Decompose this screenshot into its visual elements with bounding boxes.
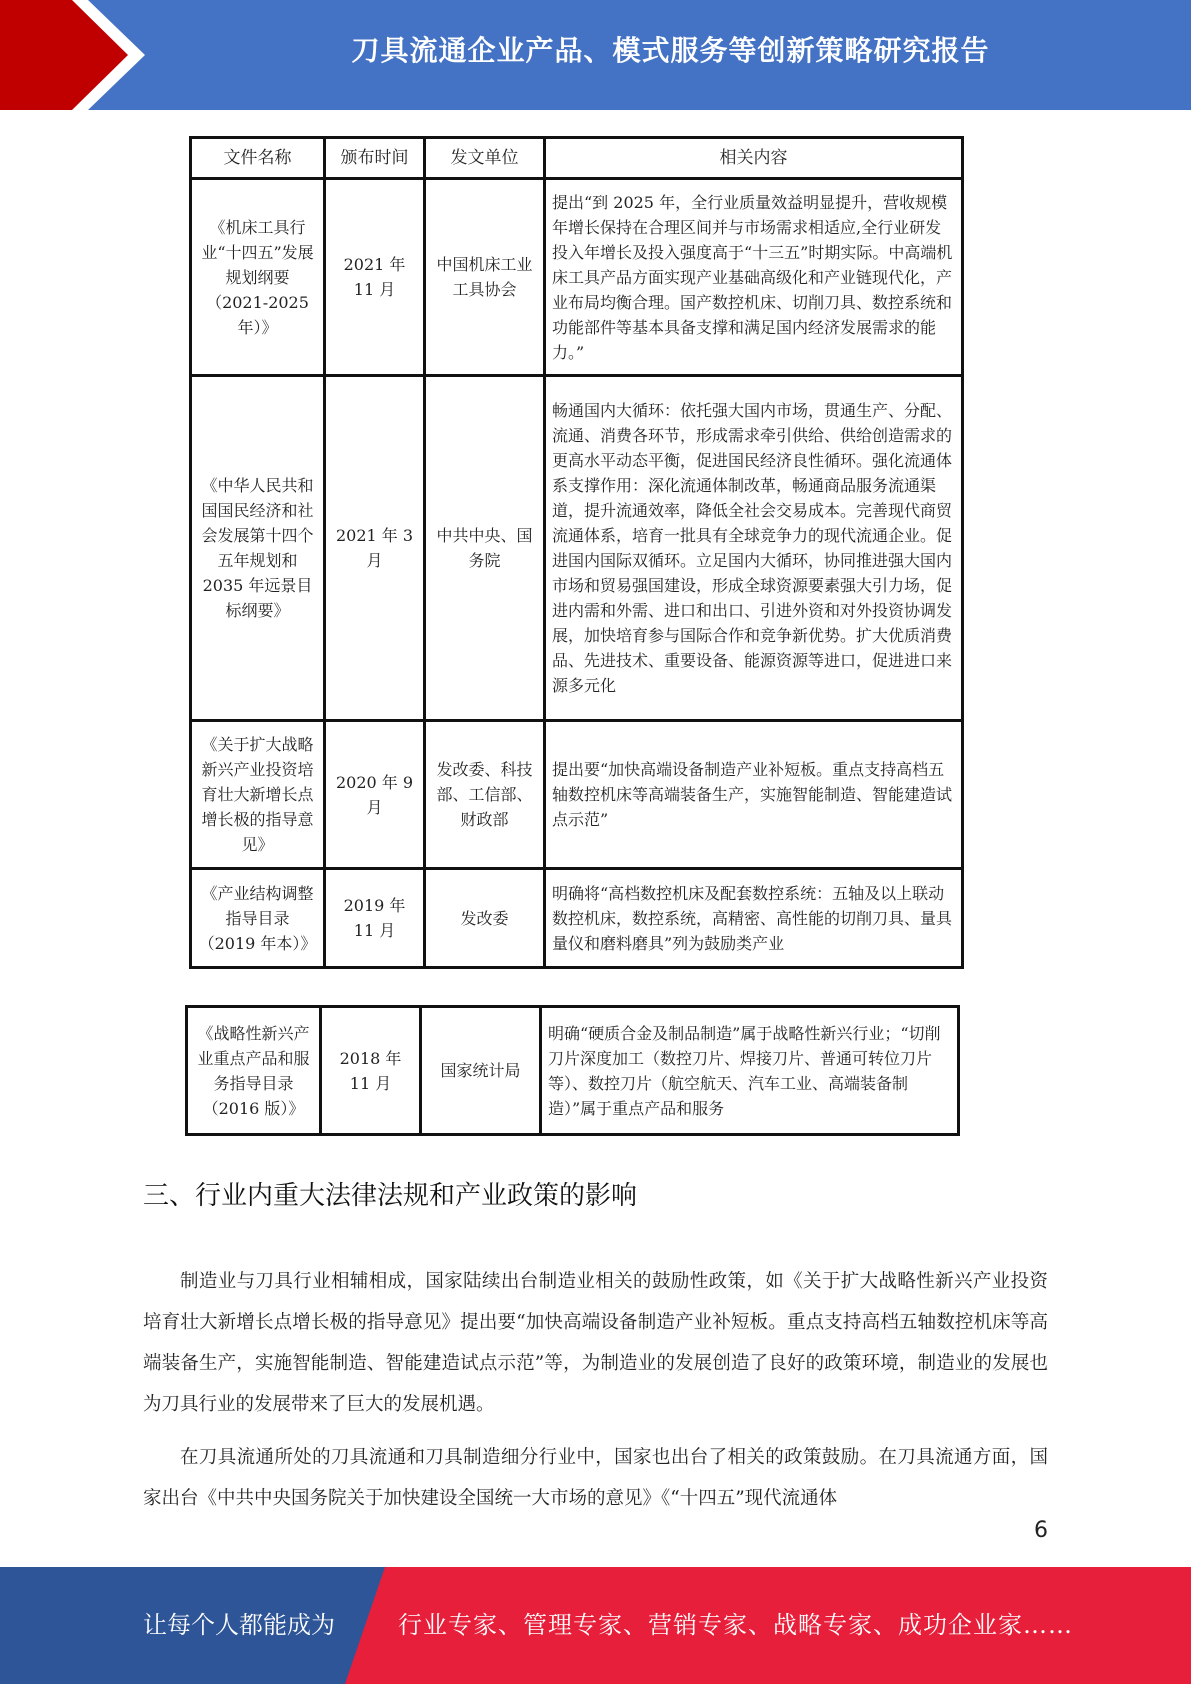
cell-file-name: 《关于扩大战略新兴产业投资培育壮大新增长点增长极的指导意见》 <box>191 721 325 869</box>
cell-issuer: 中共中央、国务院 <box>425 376 545 721</box>
header-issuer: 发文单位 <box>425 138 545 179</box>
cell-issuer: 发改委、科技部、工信部、财政部 <box>425 721 545 869</box>
page-number: 6 <box>1034 1518 1048 1543</box>
page-header <box>0 0 1191 110</box>
cell-issuer: 国家统计局 <box>421 1007 541 1135</box>
cell-issuer: 中国机床工业工具协会 <box>425 179 545 376</box>
cell-content: 明确“硬质合金及制品制造”属于战略性新兴行业；“切削刀片深度加工（数控刀片、焊接刀片、普通可转位刀片等）、数控刀片（航空航天、汽车工业、高端装备制造）”属于重点产品和服务 <box>541 1007 959 1135</box>
table-row <box>191 721 963 869</box>
cell-content: 提出要“加快高端设备制造产业补短板。重点支持高档五轴数控机床等高端装备生产，实施智能制造、智能建造试点示范” <box>545 721 963 869</box>
cell-issue-date: 2021 年 3 月 <box>325 376 425 721</box>
cell-content: 明确将“高档数控机床及配套数控系统：五轴及以上联动数控机床，数控系统，高精密、高性能的切削刀具、量具量仪和磨料磨具”列为鼓励类产业 <box>545 869 963 968</box>
table-row <box>191 179 963 376</box>
cell-file-name: 《机床工具行业“十四五”发展规划纲要（2021-2025年）》 <box>191 179 325 376</box>
header-issue-date: 颁布时间 <box>325 138 425 179</box>
section-heading: 三、行业内重大法律法规和产业政策的影响 <box>143 1181 638 1211</box>
cell-issue-date: 2021 年 11 月 <box>325 179 425 376</box>
header-content: 相关内容 <box>545 138 963 179</box>
body-paragraph: 制造业与刀具行业相辅相成，国家陆续出台制造业相关的鼓励性政策，如《关于扩大战略性新兴产业投资培育壮大新增长点增长极的指导意见》提出要“加快高端设备制造产业补短板。重点支持高档五轴数控机床等高端装备生产，实施智能制造、智能建造试点示范”等，为制造业的发展创造了良好的政策环境，制造业的发展也为刀具行业的发展带来了巨大的发展机遇。 <box>143 1270 1048 1415</box>
footer-slogan-left: 让每个人都能成为 <box>143 1611 335 1639</box>
body-paragraph: 在刀具流通所处的刀具流通和刀具制造细分行业中，国家也出台了相关的政策鼓励。在刀具流通方面，国家出台《中共中央国务院关于加快建设全国统一大市场的意见》《“十四五”现代流通体 <box>143 1446 1048 1509</box>
page-footer <box>0 1567 1191 1684</box>
table-row <box>187 1007 959 1135</box>
report-title: 刀具流通企业产品、模式服务等创新策略研究报告 <box>351 34 990 67</box>
table-row <box>191 869 963 968</box>
cell-issue-date: 2018 年 11 月 <box>321 1007 421 1135</box>
table-row <box>191 376 963 721</box>
footer-slogan-right: 行业专家、管理专家、营销专家、战略专家、成功企业家…… <box>398 1611 1073 1639</box>
policy-table-continued <box>185 1005 960 1136</box>
table-header-row <box>191 138 963 179</box>
header-file-name: 文件名称 <box>191 138 325 179</box>
cell-file-name: 《战略性新兴产业重点产品和服务指导目录（2016 版）》 <box>187 1007 321 1135</box>
cell-file-name: 《产业结构调整指导目录（2019 年本）》 <box>191 869 325 968</box>
cell-issue-date: 2020 年 9 月 <box>325 721 425 869</box>
policy-table <box>189 136 964 969</box>
cell-issuer: 发改委 <box>425 869 545 968</box>
cell-file-name: 《中华人民共和国国民经济和社会发展第十四个五年规划和 2035 年远景目标纲要》 <box>191 376 325 721</box>
cell-issue-date: 2019 年 11 月 <box>325 869 425 968</box>
cell-content: 畅通国内大循环：依托强大国内市场，贯通生产、分配、流通、消费各环节，形成需求牵引供给、供给创造需求的更高水平动态平衡，促进国民经济良性循环。强化流通体系支撑作用：深化流通体制改革，畅通商品服务流通渠道，提升流通效率，降低全社会交易成本。完善现代商贸流通体系，培育一批具有全球竞争力的现代流通企业。促进国内国际双循环。立足国内大循环，协同推进强大国内市场和贸易强国建设，形成全球资源要素强大引力场，促进内需和外需、进口和出口、引进外资和对外投资协调发展，加快培育参与国际合作和竞争新优势。扩大优质消费品、先进技术、重要设备、能源资源等进口，促进进口来源多元化 <box>545 376 963 721</box>
cell-content: 提出“到 2025 年，全行业质量效益明显提升，营收规模年增长保持在合理区间并与市场需求相适应,全行业研发投入年增长及投入强度高于“十三五”时期实际。中高端机床工具产品方面实现产业基础高级化和产业链现代化，产业布局均衡合理。国产数控机床、切削刀具、数控系统和功能部件等基本具备支撑和满足国内经济发展需求的能力。” <box>545 179 963 376</box>
